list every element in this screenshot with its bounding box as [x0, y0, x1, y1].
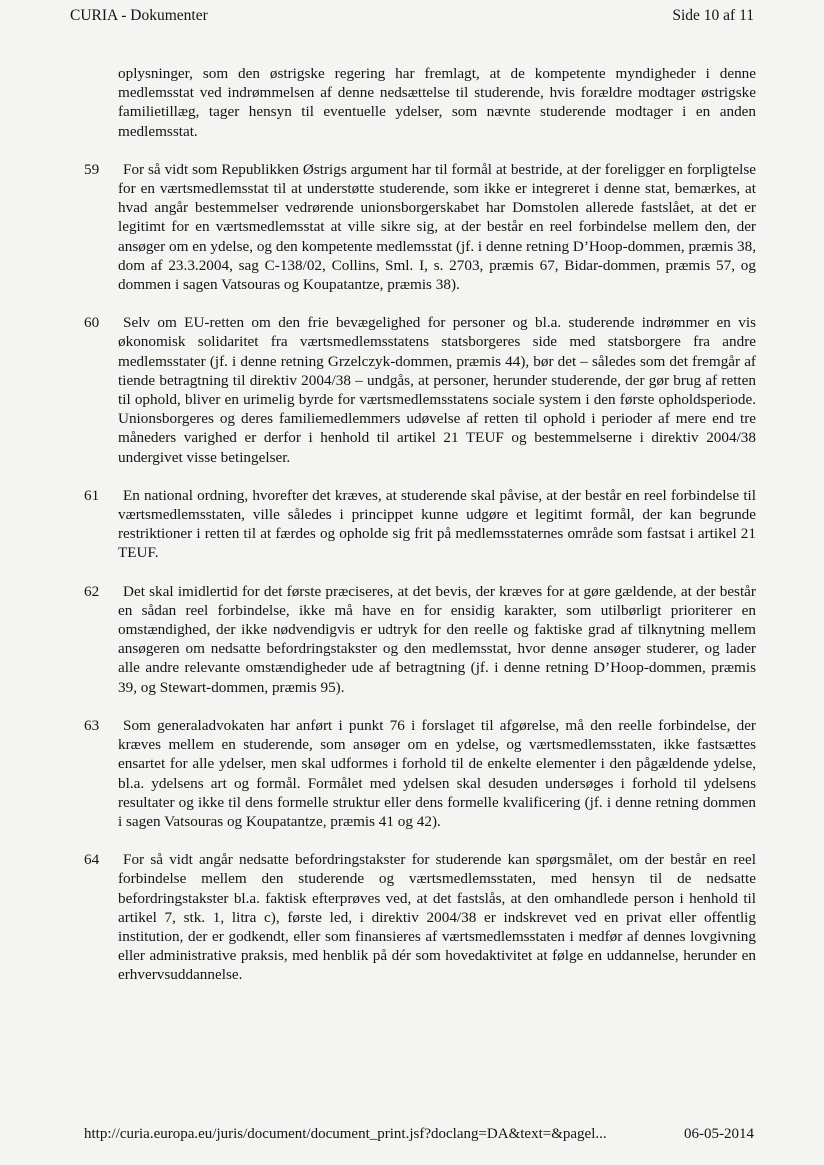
source-url: http://curia.europa.eu/juris/document/document_print.jsf?doclang=DA&text=&pagel... — [84, 1126, 607, 1142]
paragraph-text: Det skal imidlertid for det første præciseres, at det bevis, der kræves for at gøre gældende, at der består en sådan reel forbindelse, ikke må have en for ensidig karakter, som utilbørligt prioriterer en omstændighed, der ikke nødvendigvis er udtryk for den reelle og faktiske grad af tilknytning mellem ansøgeren om nedsatte befordringstakster og den medlemsstat, hvor denne ansøger studerer, og lader alle andre relevante omstændigheder ude af betragtning (jf. i denne retning D’Hoop-dommen, præmis 39, og Stewart-dommen, præmis 95). — [118, 582, 756, 696]
intro-paragraph: oplysninger, som den østrigske regering har fremlagt, at de kompetente myndigheder i denne medlemsstat ved indrømmelsen af denne nedsættelse til studerende, hvis forældre modtager østrigske familietillæg, tager hensyn til eventuelle ydelser, som nævnte studerende modtager i en anden medlemsstat. — [118, 65, 756, 140]
paragraph-number: 62 — [84, 582, 100, 600]
document-body — [84, 64, 756, 985]
page-number: Side 10 af 11 — [672, 7, 754, 24]
print-date: 06-05-2014 — [684, 1126, 754, 1142]
paragraph-number: 59 — [84, 160, 100, 178]
paragraph-text: Selv om EU-retten om den frie bevægelighed for personer og bl.a. studerende indrømmer en vis økonomisk solidaritet fra værtsmedlemsstatens statsborgeres side med statsborgere fra andre medlemsstater (jf. i denne retning Grzelczyk-dommen, præmis 44), bør det – således som det fremgår af tiende betragtning til direktiv 2004/38 – undgås, at personer, herunder studerende, der gør brug af retten til ophold, bliver en urimelig byrde for værtsmedlemsstatens sociale system i den første opholdsperiode. Unionsborgeres og deres familiemedlemmers udøvelse af retten til ophold i perioder af mere end tre måneders varighed er derfor i henhold til artikel 21 TEUF og bestemmelserne i direktiv 2004/38 undergivet visse betingelser. — [118, 314, 756, 466]
paragraph-59 — [84, 160, 756, 294]
paragraph-text: En national ordning, hvorefter det kræves, at studerende skal påvise, at der består en reel forbindelse til værtsmedlemsstaten, ville således i princippet kunne udgøre et legitimt formål, der kan begrunde restriktioner i retten til at færdes og opholde sig frit på medlemsstaternes område som fastsat i artikel 21 TEUF. — [118, 486, 756, 562]
page-footer — [84, 1126, 754, 1148]
paragraph-text: For så vidt angår nedsatte befordringstakster for studerende kan spørgsmålet, om der består en reel forbindelse mellem den studerende og værtsmedlemsstaten, med hensyn til de nedsatte befordringstakster bl.a. faktisk efterprøves ved, at det fastslås, at den omhandlede person i henhold til artikel 7, stk. 1, litra c), første led, i direktiv 2004/38 er indskrevet ved en privat eller offentlig institution, der er godkendt, eller som finansieres af værtsmedlemsstaten i medfør af dennes lovgivning eller administrative praksis, med henblik på dér som hovedaktivitet at følge en uddannelse, herunder en erhvervsuddannelse. — [118, 851, 756, 984]
paragraph-number: 64 — [84, 851, 100, 869]
paragraph-number: 63 — [84, 716, 100, 734]
document-title: CURIA - Dokumenter — [70, 7, 208, 24]
page-header — [70, 7, 754, 29]
paragraph-text: Som generaladvokaten har anført i punkt 76 i forslaget til afgørelse, må den reelle forbindelse, der kræves mellem en studerende, som ansøger om en ydelse, og værtsmedlemsstaten, ikke fastsættes ensartet for alle ydelser, men skal udformes i forhold til de enkelte elementer i den pågældende ydelse, bl.a. ydelsens art og formål. Formålet med ydelsen skal desuden undersøges i forhold til ydelsens resultater og ikke til dens formelle struktur eller dens formelle kvalificering (jf. i denne retning dommen i sagen Vatsouras og Koupatantze, præmis 41 og 42). — [118, 716, 756, 830]
paragraph-60 — [84, 313, 756, 467]
paragraph-61 — [84, 486, 756, 563]
paragraph-62 — [84, 582, 756, 697]
paragraph-64 — [84, 850, 756, 984]
paragraph-63 — [84, 716, 756, 831]
paragraph-number: 61 — [84, 486, 100, 504]
paragraph-number: 60 — [84, 314, 100, 332]
paragraph-text: For så vidt som Republikken Østrigs argument har til formål at bestride, at der foreligger en forpligtelse for en værtsmedlemsstat til at understøtte studerende, som ikke er integreret i denne stat, bemærkes, at hvad angår bestemmelser vedrørende unionsborgerskabet har Domstolen allerede fastslået, at det er legitimt for en værtsmedlemsstat at ville sikre sig, at der består en reel forbindelse mellem den, der ansøger om en ydelse, og den kompetente medlemsstat (jf. i denne retning D’Hoop-dommen, præmis 38, dom af 23.3.2004, sag C-138/02, Collins, Sml. I, s. 2703, præmis 67, Bidar-dommen, præmis 57, og dommen i sagen Vatsouras og Koupatantze, præmis 38). — [118, 160, 756, 294]
